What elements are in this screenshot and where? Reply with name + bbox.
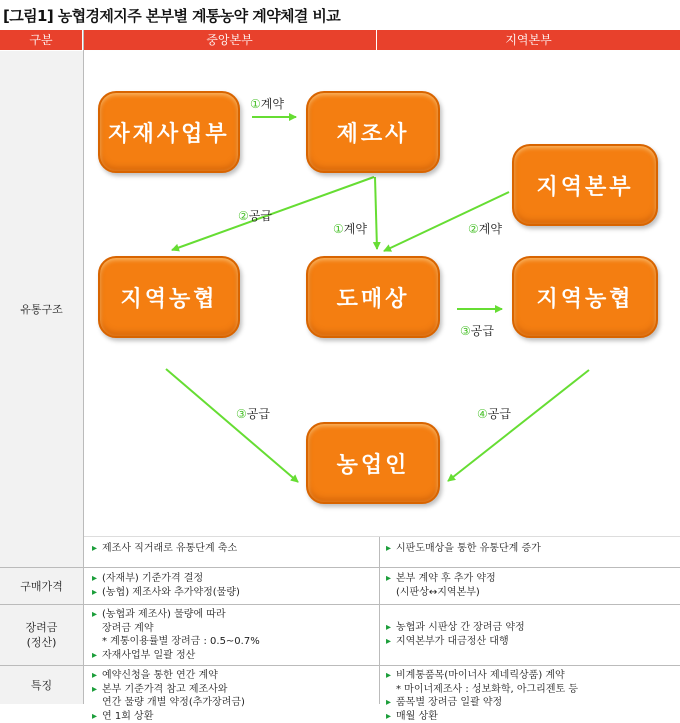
header-category: 구분: [0, 30, 82, 50]
list-item: ▸ 비계통품목(마이너사 제네릭상품) 계약: [386, 669, 578, 683]
row-label-structure-cont: [0, 537, 83, 567]
arrow-maker-wholesale: [375, 177, 377, 249]
label-maker-wholesale: ①계약: [333, 220, 367, 237]
list-item: ▸ 자재사업부 일괄 정산: [92, 649, 260, 663]
list-item: ▸ 지역본부가 대금정산 대행: [386, 635, 525, 649]
structure-note-regional: [386, 542, 541, 556]
incentive-regional: [386, 621, 525, 648]
list-item-continued: 연간 물량 개별 약정(추가장려금): [92, 696, 245, 710]
header-central: 중앙본부: [83, 30, 376, 50]
list-item-note: * 계통이용률별 장려금 : 0.5~0.7%: [92, 635, 260, 649]
figure-title: [그림1] 농협경제지주 본부별 계통농약 계약체결 비교: [3, 5, 340, 26]
grid-hline: [0, 567, 680, 568]
box-farmer: 농업인: [306, 422, 440, 504]
feature-regional: [386, 669, 578, 723]
distribution-diagram: [84, 52, 680, 536]
box-jajae-division: 자재사업부: [98, 91, 240, 173]
list-item: ▸ (자재부) 기준가격 결정: [92, 572, 240, 586]
list-item: ▸ 본부 계약 후 추가 약정: [386, 572, 496, 586]
box-local-coop-right: 지역농협: [512, 256, 658, 338]
row-label-purchase: 구매가격: [0, 568, 83, 604]
list-item: ▸ 품목별 장려금 일괄 약정: [386, 696, 578, 710]
label-hq-wholesale: ②계약: [468, 220, 502, 237]
list-item-continued: (시판상↔지역본부): [386, 586, 496, 600]
header-regional: 지역본부: [377, 30, 680, 50]
row-label-feature: 특징: [0, 666, 83, 704]
feature-central: [92, 669, 245, 723]
label-wholesale-coop: ③공급: [460, 322, 494, 339]
list-item: ▸ 매월 상환: [386, 710, 578, 723]
arrow-maker-coop: [172, 177, 374, 250]
row-label-incentive: 장려금 (정산): [0, 605, 83, 665]
purchase-regional: [386, 572, 496, 599]
grid-hline: [84, 536, 680, 537]
box-manufacturer: 제조사: [306, 91, 440, 173]
list-item: ▸ 예약신청을 통한 연간 계약: [92, 669, 245, 683]
list-item-note: * 마이너제조사 : 성보화학, 아그리젠토 등: [386, 683, 578, 697]
structure-note-central: [92, 542, 237, 556]
box-local-coop-left: 지역농협: [98, 256, 240, 338]
label-jajae-maker: ①계약: [250, 95, 284, 112]
list-item: ▸ (농협) 제조사와 추가약정(물량): [92, 586, 240, 600]
grid-hline: [0, 665, 680, 666]
list-item: ▸ 연 1회 상환: [92, 710, 245, 723]
arrow-coop-farmer: [166, 369, 298, 482]
box-regional-hq: 지역본부: [512, 144, 658, 226]
list-item-continued: 장려금 계약: [92, 622, 260, 636]
purchase-central: [92, 572, 240, 599]
label-coop-farmer: ③공급: [236, 405, 270, 422]
box-wholesaler: 도매상: [306, 256, 440, 338]
label-coop2-farmer: ④공급: [477, 405, 511, 422]
grid-vline: [379, 537, 380, 704]
list-item: ▸ 시판도매상을 통한 유통단계 증가: [386, 542, 541, 556]
list-item: ▸ 농협과 시판상 간 장려금 약정: [386, 621, 525, 635]
comparison-table: [0, 30, 680, 704]
header-divider: [376, 30, 377, 50]
row-label-structure: 유통구조: [0, 51, 83, 567]
list-item: ▸ 제조사 직거래로 유통단계 축소: [92, 542, 237, 556]
list-item: ▸ (농협과 제조사) 물량에 따라: [92, 608, 260, 622]
arrow-coop2-farmer: [448, 370, 589, 481]
label-maker-coop: ②공급: [238, 207, 272, 224]
incentive-central: [92, 608, 260, 662]
list-item: ▸ 본부 기준가격 참고 제조사와: [92, 683, 245, 697]
grid-hline: [0, 604, 680, 605]
